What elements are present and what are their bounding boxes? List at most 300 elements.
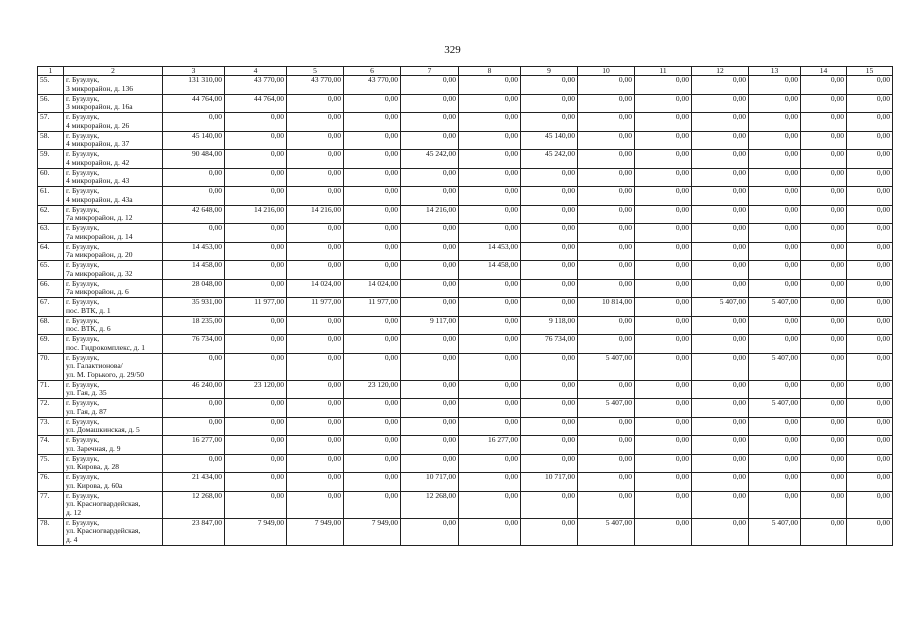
table-row (38, 242, 893, 261)
value-cell: 0,00 (401, 417, 459, 436)
table-row (38, 454, 893, 473)
address-line: г. Бузулук, (66, 149, 100, 158)
value-cell: 0,00 (459, 76, 521, 95)
address-cell (64, 261, 163, 280)
value-cell: 28 048,00 (163, 279, 225, 298)
value-cell: 0,00 (635, 261, 692, 280)
address-line: г. Бузулук, (66, 417, 100, 426)
column-header: 1 (38, 67, 64, 76)
value-cell: 0,00 (749, 76, 801, 95)
address-cell (64, 224, 163, 243)
value-cell: 0,00 (749, 454, 801, 473)
value-cell: 0,00 (344, 417, 401, 436)
address-cell (64, 113, 163, 132)
row-number: 64. (38, 242, 64, 261)
value-cell: 0,00 (635, 298, 692, 317)
value-cell: 0,00 (635, 473, 692, 492)
value-cell: 18 235,00 (163, 316, 225, 335)
value-cell: 0,00 (578, 491, 635, 518)
value-cell: 0,00 (287, 224, 344, 243)
value-cell: 0,00 (225, 168, 287, 187)
value-cell: 46 240,00 (163, 380, 225, 399)
value-cell: 0,00 (801, 242, 847, 261)
value-cell: 0,00 (635, 205, 692, 224)
value-cell: 0,00 (801, 298, 847, 317)
value-cell: 9 118,00 (521, 316, 578, 335)
value-cell: 0,00 (847, 242, 893, 261)
value-cell: 0,00 (344, 113, 401, 132)
table-row (38, 113, 893, 132)
row-number: 77. (38, 491, 64, 518)
value-cell: 0,00 (749, 417, 801, 436)
address-cell (64, 94, 163, 113)
value-cell: 10 814,00 (578, 298, 635, 317)
value-cell: 0,00 (344, 187, 401, 206)
address-line: 3 микрорайон, д. 16а (66, 102, 133, 111)
value-cell: 0,00 (847, 436, 893, 455)
table-row (38, 279, 893, 298)
address-cell (64, 518, 163, 545)
address-line: ул. Гая, д. 87 (66, 406, 107, 416)
value-cell: 0,00 (287, 316, 344, 335)
row-number: 74. (38, 436, 64, 455)
value-cell: 0,00 (749, 261, 801, 280)
value-cell: 0,00 (459, 454, 521, 473)
value-cell: 0,00 (847, 168, 893, 187)
value-cell: 12 268,00 (163, 491, 225, 518)
value-cell: 0,00 (692, 316, 749, 335)
table-row (38, 76, 893, 95)
row-number: 75. (38, 454, 64, 473)
column-header: 15 (847, 67, 893, 76)
value-cell: 0,00 (749, 436, 801, 455)
value-cell: 0,00 (401, 242, 459, 261)
address-cell (64, 131, 163, 150)
address-cell (64, 436, 163, 455)
value-cell: 0,00 (635, 224, 692, 243)
value-cell: 43 770,00 (225, 76, 287, 95)
value-cell: 0,00 (225, 242, 287, 261)
row-number: 59. (38, 150, 64, 169)
value-cell: 0,00 (163, 399, 225, 418)
value-cell: 0,00 (847, 94, 893, 113)
row-number: 76. (38, 473, 64, 492)
value-cell: 0,00 (163, 224, 225, 243)
value-cell: 0,00 (692, 436, 749, 455)
address-line: ул. Кирова, д. 60а (66, 480, 123, 490)
value-cell: 10 717,00 (401, 473, 459, 492)
value-cell: 0,00 (459, 518, 521, 545)
value-cell: 0,00 (692, 261, 749, 280)
value-cell: 0,00 (635, 113, 692, 132)
value-cell: 0,00 (287, 491, 344, 518)
value-cell: 0,00 (521, 224, 578, 243)
value-cell: 0,00 (801, 473, 847, 492)
value-cell: 14 453,00 (163, 242, 225, 261)
value-cell: 9 117,00 (401, 316, 459, 335)
address-line: ул. Домашкинская, д. 5 (66, 425, 140, 434)
value-cell: 0,00 (749, 94, 801, 113)
address-line: г. Бузулук, (66, 435, 100, 444)
value-cell: 0,00 (749, 335, 801, 354)
value-cell: 0,00 (692, 168, 749, 187)
table-body (38, 76, 893, 546)
value-cell: 0,00 (847, 417, 893, 436)
table-row (38, 298, 893, 317)
value-cell: 0,00 (692, 94, 749, 113)
column-header: 8 (459, 67, 521, 76)
value-cell: 0,00 (287, 94, 344, 113)
value-cell: 0,00 (521, 298, 578, 317)
value-cell: 90 484,00 (163, 150, 225, 169)
address-cell (64, 279, 163, 298)
value-cell: 0,00 (459, 205, 521, 224)
value-cell: 0,00 (225, 224, 287, 243)
value-cell: 0,00 (578, 242, 635, 261)
value-cell: 0,00 (635, 353, 692, 380)
value-cell: 11 977,00 (225, 298, 287, 317)
value-cell: 0,00 (578, 205, 635, 224)
value-cell: 16 277,00 (459, 436, 521, 455)
row-number: 78. (38, 518, 64, 545)
value-cell: 0,00 (344, 473, 401, 492)
address-line: г. Бузулук, (66, 472, 100, 481)
value-cell: 0,00 (801, 518, 847, 545)
value-cell: 0,00 (287, 150, 344, 169)
table-row (38, 187, 893, 206)
value-cell: 0,00 (578, 150, 635, 169)
value-cell: 0,00 (401, 168, 459, 187)
value-cell: 0,00 (801, 491, 847, 518)
value-cell: 0,00 (801, 113, 847, 132)
table-row (38, 399, 893, 418)
address-line: 7а микрорайон, д. 6 (66, 287, 129, 296)
value-cell: 0,00 (163, 168, 225, 187)
data-table (37, 66, 893, 546)
value-cell: 0,00 (578, 335, 635, 354)
value-cell: 0,00 (401, 353, 459, 380)
column-header: 5 (287, 67, 344, 76)
value-cell: 0,00 (801, 94, 847, 113)
value-cell: 35 931,00 (163, 298, 225, 317)
address-line: 7а микрорайон, д. 12 (66, 213, 133, 222)
table-row (38, 224, 893, 243)
address-cell (64, 491, 163, 518)
address-cell (64, 187, 163, 206)
value-cell: 5 407,00 (749, 353, 801, 380)
value-cell: 7 949,00 (344, 518, 401, 545)
value-cell: 0,00 (521, 279, 578, 298)
row-number: 62. (38, 205, 64, 224)
value-cell: 0,00 (847, 261, 893, 280)
address-line: г. Бузулук, (66, 491, 100, 500)
value-cell: 0,00 (692, 279, 749, 298)
value-cell: 0,00 (801, 279, 847, 298)
value-cell: 14 458,00 (459, 261, 521, 280)
value-cell: 0,00 (749, 380, 801, 399)
row-number: 58. (38, 131, 64, 150)
value-cell: 0,00 (401, 518, 459, 545)
value-cell: 0,00 (521, 168, 578, 187)
value-cell: 0,00 (225, 473, 287, 492)
address-line: ул. Гая, д. 35 (66, 388, 107, 397)
value-cell: 0,00 (578, 454, 635, 473)
value-cell: 0,00 (459, 473, 521, 492)
value-cell: 0,00 (163, 353, 225, 380)
value-cell: 0,00 (578, 187, 635, 206)
value-cell: 0,00 (225, 131, 287, 150)
value-cell: 0,00 (401, 454, 459, 473)
column-header: 3 (163, 67, 225, 76)
table-row (38, 335, 893, 354)
value-cell: 0,00 (287, 417, 344, 436)
value-cell: 0,00 (801, 168, 847, 187)
address-line: г. Бузулук, (66, 242, 100, 251)
value-cell: 0,00 (635, 279, 692, 298)
row-number: 73. (38, 417, 64, 436)
value-cell: 14 453,00 (459, 242, 521, 261)
column-header: 12 (692, 67, 749, 76)
value-cell: 0,00 (847, 205, 893, 224)
value-cell: 0,00 (287, 168, 344, 187)
value-cell: 0,00 (692, 205, 749, 224)
value-cell: 0,00 (749, 473, 801, 492)
value-cell: 0,00 (163, 113, 225, 132)
value-cell: 0,00 (225, 491, 287, 518)
table-row (38, 518, 893, 545)
value-cell: 0,00 (801, 454, 847, 473)
value-cell: 0,00 (692, 353, 749, 380)
value-cell: 5 407,00 (578, 518, 635, 545)
value-cell: 0,00 (401, 131, 459, 150)
row-number: 67. (38, 298, 64, 317)
column-header: 13 (749, 67, 801, 76)
value-cell: 45 242,00 (401, 150, 459, 169)
address-line: 4 микрорайон, д. 26 (66, 120, 130, 130)
value-cell: 0,00 (459, 316, 521, 335)
value-cell: 0,00 (225, 353, 287, 380)
value-cell: 0,00 (344, 94, 401, 113)
value-cell: 0,00 (459, 187, 521, 206)
value-cell: 0,00 (635, 380, 692, 399)
address-line: г. Бузулук, (66, 75, 100, 84)
row-number: 68. (38, 316, 64, 335)
value-cell: 0,00 (635, 150, 692, 169)
address-line: ул. Красногвардейская, (66, 526, 141, 535)
value-cell: 0,00 (521, 205, 578, 224)
table-row (38, 491, 893, 518)
value-cell: 0,00 (692, 518, 749, 545)
table-row (38, 316, 893, 335)
value-cell: 0,00 (225, 335, 287, 354)
address-line: г. Бузулук, (66, 205, 100, 214)
value-cell: 0,00 (459, 491, 521, 518)
table-row (38, 168, 893, 187)
value-cell: 0,00 (692, 491, 749, 518)
value-cell: 0,00 (459, 335, 521, 354)
value-cell: 0,00 (635, 436, 692, 455)
column-header: 7 (401, 67, 459, 76)
value-cell: 0,00 (459, 380, 521, 399)
value-cell: 131 310,00 (163, 76, 225, 95)
table-row (38, 380, 893, 399)
value-cell: 23 120,00 (344, 380, 401, 399)
value-cell: 0,00 (749, 113, 801, 132)
column-header: 14 (801, 67, 847, 76)
column-header: 9 (521, 67, 578, 76)
value-cell: 0,00 (521, 187, 578, 206)
value-cell: 0,00 (635, 316, 692, 335)
value-cell: 14 216,00 (225, 205, 287, 224)
address-line: ул. Кирова, д. 28 (66, 462, 120, 471)
row-number: 71. (38, 380, 64, 399)
value-cell: 0,00 (847, 454, 893, 473)
value-cell: 0,00 (801, 417, 847, 436)
address-line: 7а микрорайон, д. 20 (66, 250, 133, 259)
value-cell: 0,00 (749, 187, 801, 206)
table-row (38, 150, 893, 169)
value-cell: 0,00 (287, 399, 344, 418)
value-cell: 0,00 (225, 261, 287, 280)
value-cell: 0,00 (459, 94, 521, 113)
value-cell: 44 764,00 (225, 94, 287, 113)
value-cell: 0,00 (801, 399, 847, 418)
value-cell: 0,00 (801, 131, 847, 150)
row-number: 66. (38, 279, 64, 298)
value-cell: 14 458,00 (163, 261, 225, 280)
column-header: 11 (635, 67, 692, 76)
value-cell: 0,00 (801, 76, 847, 95)
value-cell: 21 434,00 (163, 473, 225, 492)
value-cell: 0,00 (521, 76, 578, 95)
value-cell: 0,00 (578, 168, 635, 187)
value-cell: 0,00 (692, 473, 749, 492)
column-header: 2 (64, 67, 163, 76)
address-line: г. Бузулук, (66, 316, 100, 325)
value-cell: 0,00 (459, 417, 521, 436)
value-cell: 0,00 (163, 187, 225, 206)
address-cell (64, 205, 163, 224)
value-cell: 0,00 (578, 380, 635, 399)
value-cell: 43 770,00 (344, 76, 401, 95)
value-cell: 0,00 (749, 131, 801, 150)
address-line: г. Бузулук, (66, 223, 100, 232)
value-cell: 0,00 (225, 436, 287, 455)
value-cell: 0,00 (847, 150, 893, 169)
row-number: 61. (38, 187, 64, 206)
value-cell: 0,00 (578, 417, 635, 436)
value-cell: 0,00 (287, 454, 344, 473)
address-line: д. 4 (66, 534, 78, 544)
value-cell: 0,00 (847, 316, 893, 335)
address-cell (64, 298, 163, 317)
value-cell: 0,00 (287, 380, 344, 399)
address-line: г. Бузулук, (66, 279, 100, 288)
value-cell: 0,00 (692, 335, 749, 354)
address-cell (64, 417, 163, 436)
value-cell: 0,00 (847, 224, 893, 243)
value-cell: 0,00 (401, 94, 459, 113)
value-cell: 0,00 (692, 399, 749, 418)
value-cell: 76 734,00 (521, 335, 578, 354)
value-cell: 0,00 (635, 187, 692, 206)
value-cell: 0,00 (635, 518, 692, 545)
address-line: г. Бузулук, (66, 186, 100, 195)
value-cell: 0,00 (344, 261, 401, 280)
row-number: 56. (38, 94, 64, 113)
header-row (38, 67, 893, 76)
address-line: г. Бузулук, (66, 334, 100, 343)
value-cell: 0,00 (344, 454, 401, 473)
value-cell: 0,00 (344, 150, 401, 169)
value-cell: 0,00 (635, 417, 692, 436)
value-cell: 5 407,00 (578, 399, 635, 418)
value-cell: 0,00 (401, 298, 459, 317)
address-line: г. Бузулук, (66, 131, 100, 140)
row-number: 69. (38, 335, 64, 354)
address-line: ул. Галактионова/ (66, 361, 123, 370)
value-cell: 0,00 (401, 113, 459, 132)
value-cell: 45 140,00 (521, 131, 578, 150)
value-cell: 23 120,00 (225, 380, 287, 399)
value-cell: 0,00 (847, 279, 893, 298)
column-header: 10 (578, 67, 635, 76)
page-number: 329 (444, 44, 461, 56)
value-cell: 42 648,00 (163, 205, 225, 224)
address-line: 4 микрорайон, д. 42 (66, 157, 130, 167)
value-cell: 76 734,00 (163, 335, 225, 354)
row-number: 70. (38, 353, 64, 380)
value-cell: 0,00 (401, 224, 459, 243)
value-cell: 0,00 (847, 353, 893, 380)
value-cell: 0,00 (847, 399, 893, 418)
value-cell: 0,00 (459, 224, 521, 243)
value-cell: 0,00 (749, 205, 801, 224)
value-cell: 0,00 (344, 316, 401, 335)
value-cell: 0,00 (847, 335, 893, 354)
value-cell: 5 407,00 (578, 353, 635, 380)
value-cell: 0,00 (225, 417, 287, 436)
value-cell: 0,00 (287, 353, 344, 380)
value-cell: 0,00 (801, 205, 847, 224)
value-cell: 0,00 (578, 473, 635, 492)
value-cell: 0,00 (635, 335, 692, 354)
address-cell (64, 316, 163, 335)
value-cell: 0,00 (847, 76, 893, 95)
value-cell: 0,00 (635, 399, 692, 418)
value-cell: 0,00 (163, 417, 225, 436)
address-line: г. Бузулук, (66, 260, 100, 269)
value-cell: 0,00 (847, 473, 893, 492)
row-number: 60. (38, 168, 64, 187)
value-cell: 14 024,00 (287, 279, 344, 298)
value-cell: 0,00 (578, 224, 635, 243)
value-cell: 0,00 (287, 335, 344, 354)
value-cell: 0,00 (225, 113, 287, 132)
value-cell: 0,00 (692, 380, 749, 399)
address-line: ул. Красногвардейская, (66, 499, 141, 508)
value-cell: 0,00 (578, 131, 635, 150)
value-cell: 0,00 (225, 279, 287, 298)
value-cell: 0,00 (692, 224, 749, 243)
value-cell: 14 216,00 (287, 205, 344, 224)
address-line: г. Бузулук, (66, 94, 100, 103)
address-cell (64, 473, 163, 492)
value-cell: 0,00 (635, 242, 692, 261)
value-cell: 0,00 (847, 380, 893, 399)
value-cell: 0,00 (801, 436, 847, 455)
value-cell: 0,00 (459, 168, 521, 187)
